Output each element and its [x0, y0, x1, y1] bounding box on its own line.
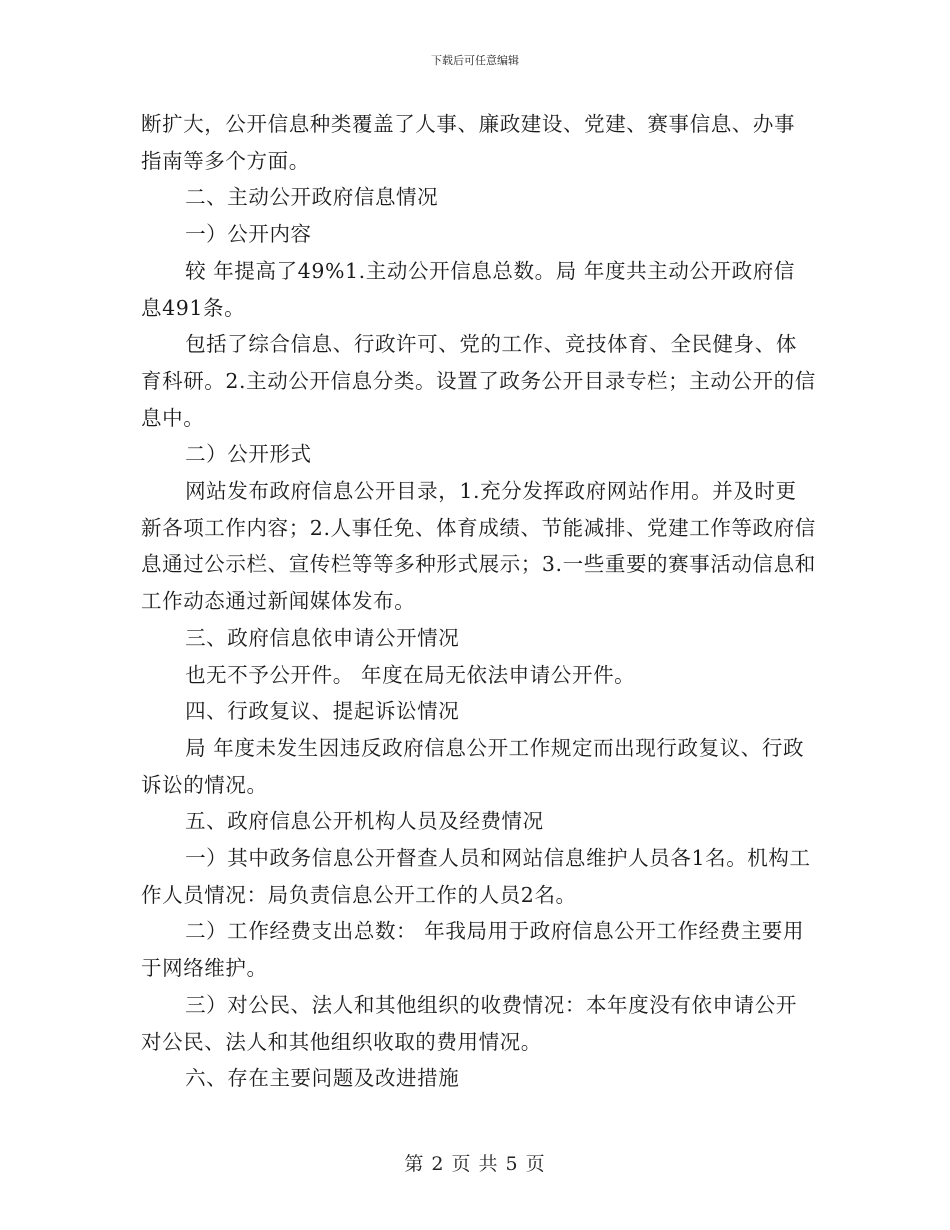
- paragraph-fees: 三）对公民、法人和其他组织的收费情况：本年度没有依申请公开对公民、法人和其他组织收取的费用情况。: [141, 992, 797, 1054]
- paragraph-staff: 一）其中政务信息公开督查人员和网站信息维护人员各1名。机构工作人员情况：局负责信息公开工作的人员2名。: [141, 846, 811, 907]
- section-heading-4: 四、行政复议、提起诉讼情况: [185, 699, 460, 724]
- subsection-heading-form: 二）公开形式: [185, 442, 312, 467]
- section-heading-2: 二、主动公开政府信息情况: [185, 185, 439, 210]
- section-heading-6: 六、存在主要问题及改进措施: [185, 1066, 460, 1091]
- section-heading-5: 五、政府信息公开机构人员及经费情况: [185, 809, 544, 834]
- paragraph-review: 局 年度未发生因违反政府信息公开工作规定而出现行政复议、行政诉讼的情况。: [141, 735, 805, 797]
- paragraph-categories: 包括了综合信息、行政许可、党的工作、竞技体育、全民健身、体育科研。2.主动公开信息分类。设置了政务公开目录专栏；主动公开的信息中。: [141, 332, 816, 430]
- paragraph-publish-form: 网站发布政府信息公开目录，1.充分发挥政府网站作用。并及时更新各项工作内容；2.人事任免、体育成绩、节能减排、党建工作等政府信息通过公示栏、宣传栏等等多种形式展示；3.一些重要的赛事活动信息和工作动态通过新闻媒体发布。: [141, 479, 816, 614]
- paragraph-funding: 二）工作经费支出总数： 年我局用于政府信息公开工作经费主要用于网络维护。: [141, 919, 805, 981]
- page-number-footer: [0, 1150, 950, 1178]
- page-header-caption: 下载后可任意编辑: [431, 54, 519, 67]
- paragraph-total-count: 较 年提高了49%1.主动公开信息总数。局 年度共主动公开政府信息491条。: [141, 258, 795, 320]
- document-body: [141, 106, 816, 1097]
- section-heading-3: 三、政府信息依申请公开情况: [185, 625, 460, 650]
- subsection-heading-content: 一）公开内容: [185, 222, 312, 247]
- paragraph-continuation: 断扩大，公开信息种类覆盖了人事、廉政建设、党建、赛事信息、办事指南等多个方面。: [141, 112, 796, 173]
- paragraph-application: 也无不予公开件。 年度在局无依法申请公开件。: [185, 662, 636, 687]
- page-number-label: 第 2 页 共 5 页: [404, 1153, 546, 1175]
